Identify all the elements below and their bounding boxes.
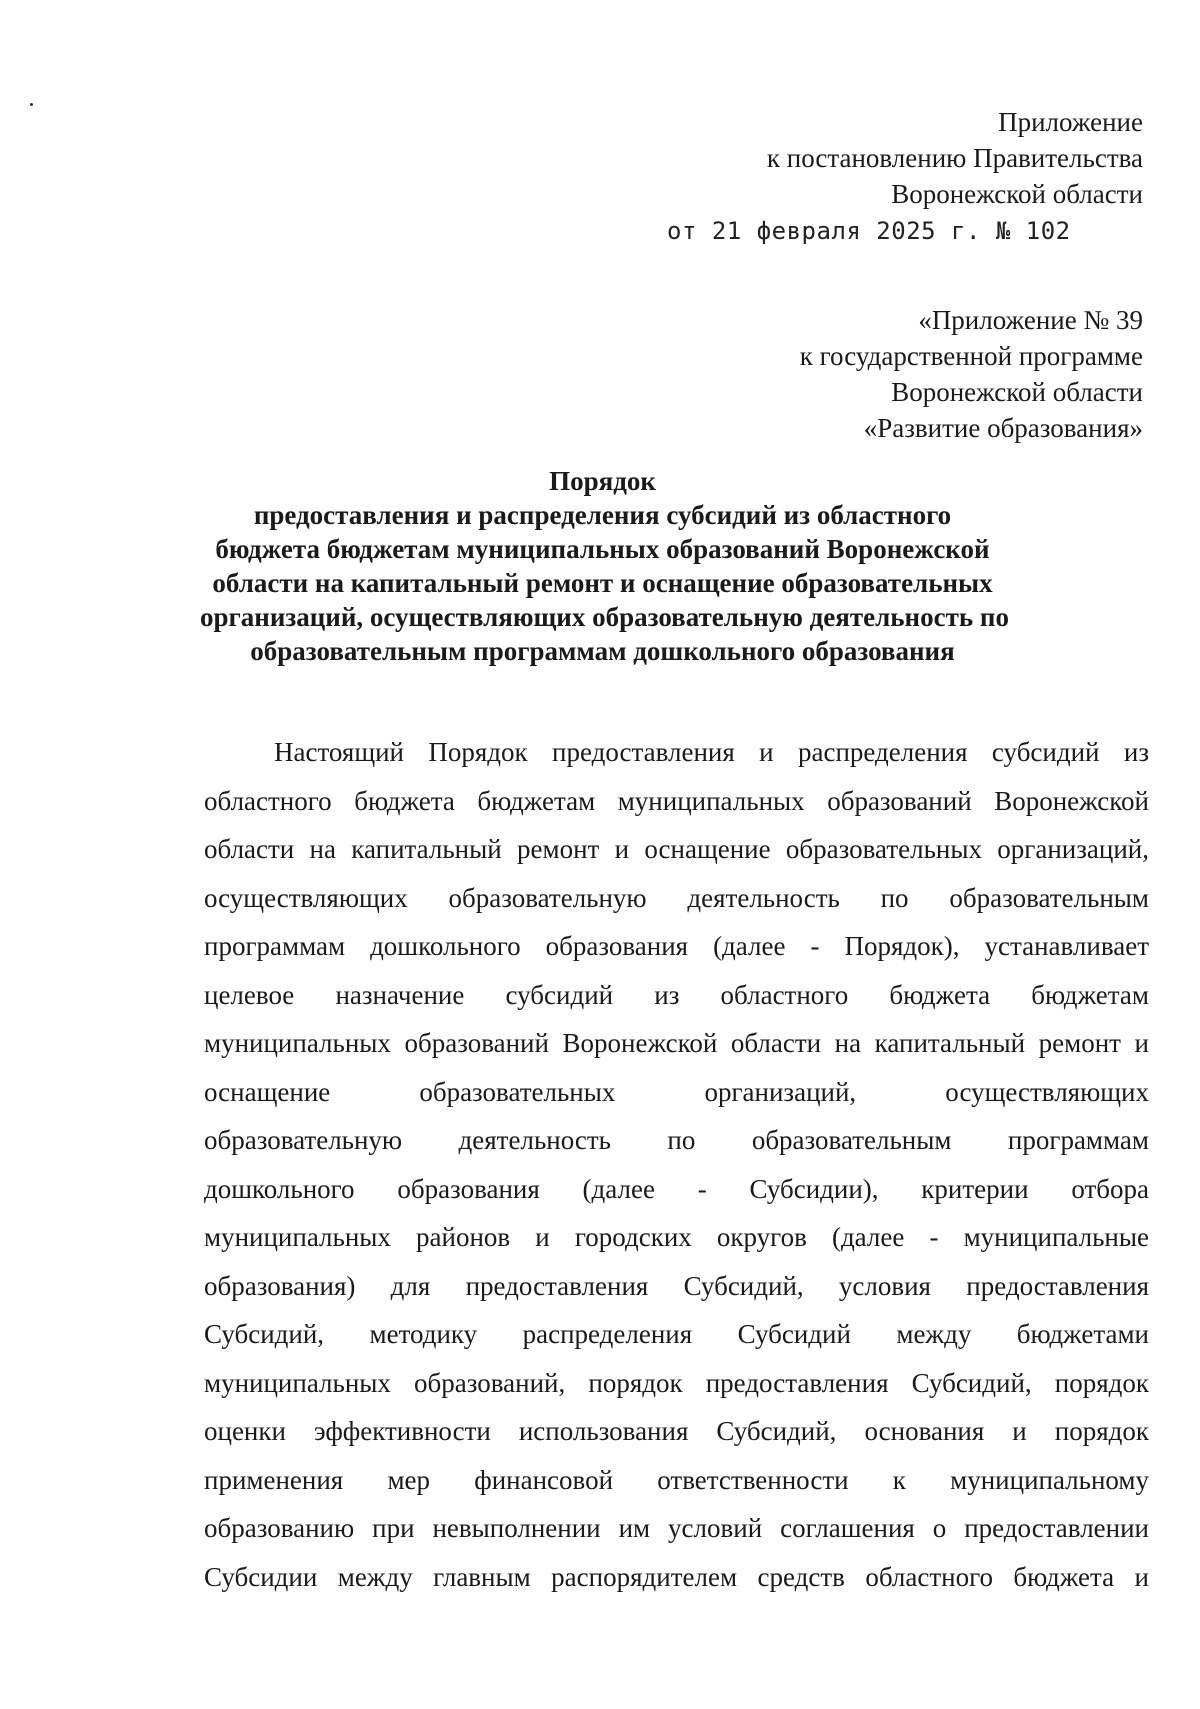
scan-artifact-dot <box>30 103 33 106</box>
body-line: образованию при невыполнении им условий соглашения о предоставлении <box>204 1513 1149 1543</box>
program-attachment-line: «Приложение № 39 <box>918 305 1143 335</box>
title-line: предоставления и распределения субсидий из областного <box>253 500 952 530</box>
body-line: дошкольного образования (далее - Субсидии), критерии отбора <box>204 1173 1149 1204</box>
attachment-line: к постановлению Правительства <box>766 143 1143 173</box>
resolution-date-number: от 21 февраля 2025 г. № 102 <box>667 217 1071 245</box>
body-line: муниципальных образований, порядок предоставления Субсидий, порядок <box>204 1367 1149 1398</box>
attachment-line: Приложение <box>998 107 1143 137</box>
program-attachment-line: Воронежской области <box>891 377 1143 407</box>
title-heading: Порядок <box>549 466 656 496</box>
body-line: оснащение образовательных организаций, осуществляющих <box>204 1076 1149 1107</box>
body-line: целевое назначение субсидий из областного бюджета бюджетам <box>204 979 1149 1010</box>
body-line: области на капитальный ремонт и оснащение образовательных организаций, <box>204 834 1149 864</box>
body-line: применения мер финансовой ответственности к муниципальному <box>204 1464 1149 1495</box>
body-line: программам дошкольного образования (далее - Порядок), устанавливает <box>204 931 1149 961</box>
body-line: осуществляющих образовательную деятельность по образовательным <box>204 882 1149 913</box>
attachment-line: Воронежской области <box>891 179 1143 209</box>
body-line: оценки эффективности использования Субсидий, основания и порядок <box>204 1416 1149 1446</box>
body-line: Настоящий Порядок предоставления и распределения субсидий из <box>274 737 1149 767</box>
body-paragraph <box>204 728 1149 1601</box>
body-line: муниципальных образований Воронежской области на капитальный ремонт и <box>204 1028 1149 1058</box>
program-attachment-header <box>800 302 1143 446</box>
body-line: муниципальных районов и городских округов (далее - муниципальные <box>204 1222 1149 1252</box>
program-attachment-line: «Развитие образования» <box>863 413 1143 443</box>
program-attachment-line: к государственной программе <box>799 341 1143 371</box>
body-line: образовательную деятельность по образовательным программам <box>204 1125 1149 1155</box>
body-line: Субсидий, методику распределения Субсидий между бюджетами <box>204 1319 1149 1349</box>
body-line: Субсидии между главным распорядителем средств областного бюджета и <box>204 1561 1149 1592</box>
body-line: образования) для предоставления Субсидий, условия предоставления <box>204 1270 1149 1301</box>
body-line: областного бюджета бюджетам муниципальных образований Воронежской <box>204 785 1149 816</box>
attachment-header <box>767 104 1143 212</box>
title-line: организаций, осуществляющих образовательную деятельность по <box>200 602 1009 632</box>
document-title <box>200 464 1009 668</box>
title-line: образовательным программам дошкольного образования <box>250 636 955 666</box>
title-line: области на капитальный ремонт и оснащение образовательных <box>212 568 993 598</box>
title-line: бюджета бюджетам муниципальных образований Воронежской <box>215 534 990 564</box>
